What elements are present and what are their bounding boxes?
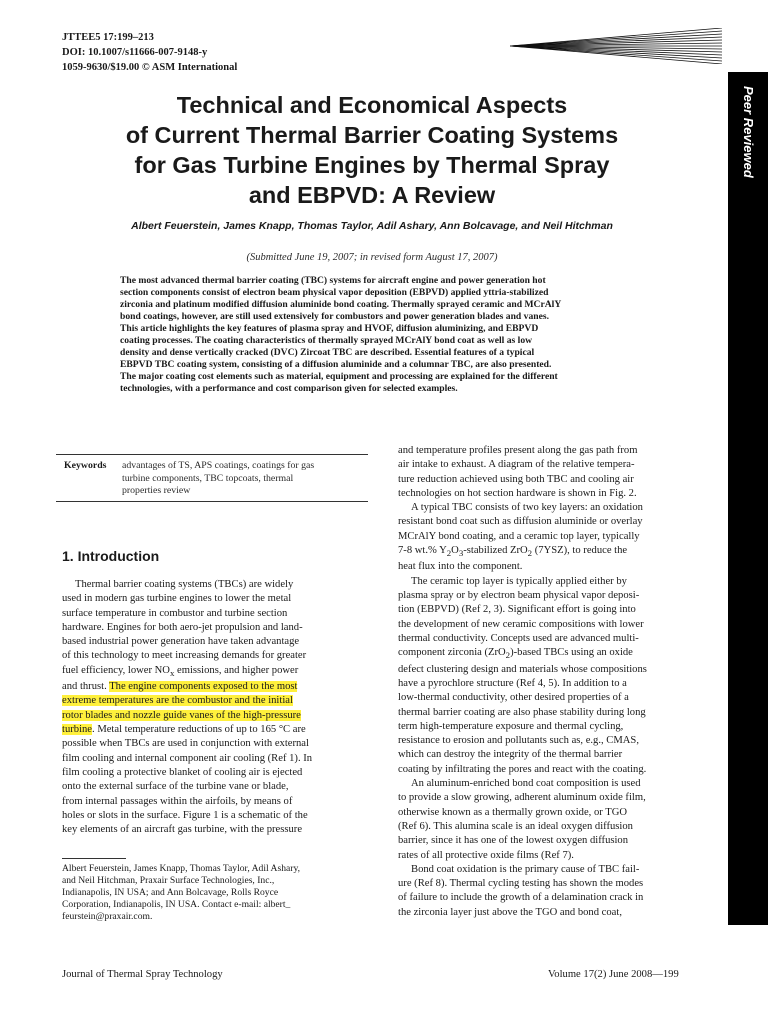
text-line: hardware. Engines for both aero-jet propulsion and land- <box>62 621 303 633</box>
text-line <box>62 694 368 708</box>
text-line: thermal conductivity. Concepts used are advanced multi- <box>398 632 639 644</box>
text-line: An aluminum-enriched bond coat composition is used <box>411 778 641 790</box>
abstract-line: The major coating cost elements such as material, equipment and processing are explained for the different <box>120 371 558 382</box>
text-line: ure (Ref 8). Thermal cycling testing has shown the modes <box>398 878 644 890</box>
abstract-line: bond coatings, however, are still used extensively for combustors and power generation blades and vanes. <box>120 311 549 322</box>
keywords-line: turbine components, TBC topcoats, thermal <box>122 472 294 484</box>
text-line: component zirconia (ZrO$_2$)-based TBCs using an oxide <box>398 647 633 661</box>
text-line: term high-temperature exposure and thermal cycling, <box>398 720 624 732</box>
footer-journal-name: Journal of Thermal Spray Technology <box>62 969 223 980</box>
abstract-line: technologies, with a performance and cost comparison given for selected examples. <box>120 383 458 394</box>
right-column <box>398 444 710 920</box>
text-line: to provide a slow growing, adherent aluminum oxide film, <box>398 792 646 804</box>
doi: DOI: 10.1007/s11666-007-9148-y <box>62 47 208 58</box>
text-line: ture reduction achieved using both TBC and cooling air <box>398 473 634 485</box>
article-title <box>62 90 682 210</box>
author-list: Albert Feuerstein, James Knapp, Thomas Taylor, Adil Ashary, Ann Bolcavage, and Neil Hitchman <box>131 220 613 232</box>
text-line <box>62 709 368 723</box>
text-line: onto the external surface of the turbine vane or blade, <box>62 781 289 793</box>
text-line: film cooling a protective blanket of cooling air is ejected <box>62 766 303 778</box>
text-line: holes or slots in the surface. Figure 1 is a schematic of the <box>62 809 308 821</box>
footer-volume-page: Volume 17(2) June 2008—199 <box>548 969 679 980</box>
text-line: thermal barrier coating are also phase stability during long <box>398 706 646 718</box>
journal-code: JTTEE5 17:199–213 <box>62 32 154 43</box>
text-line: possible when TBCs are used in conjunction with external <box>62 738 309 750</box>
text-line: The ceramic top layer is typically applied either by <box>411 575 627 587</box>
highlighted-text: turbine <box>62 724 93 736</box>
text-line: key elements of an aircraft gas turbine, with the pressure <box>62 824 303 836</box>
text-line: based industrial power generation have taken advantage <box>62 636 300 648</box>
text-line: plasma spray or by electron beam physical vapor deposi- <box>398 590 640 602</box>
footnote-line: Corporation, Indianapolis, IN USA. Contact e-mail: albert_ <box>62 899 291 910</box>
highlighted-text: rotor blades and nozzle guide vanes of the high-pressure <box>62 709 301 721</box>
text-line: tion (EBPVD) (Ref 2, 3). Significant effort is going into <box>398 604 636 616</box>
text-line: fuel efficiency, lower $NO_x$ emissions, and higher power <box>62 664 299 678</box>
keywords-box <box>56 454 368 502</box>
issn-price: 1059-9630/$19.00 © ASM International <box>62 62 238 73</box>
intro-paragraph <box>62 578 368 837</box>
abstract-line: coating processes. The coating characteristics of thermally sprayed MCrAlY bond coat as well as low <box>120 335 533 346</box>
abstract-line: density and dense vertically cracked (DVC) Zircoat TBC are described. Essential features of a typical <box>120 347 535 358</box>
peer-reviewed-label: Peer Reviewed <box>741 86 756 178</box>
abstract-line: This article highlights the key features of plasma spray and HVOF, diffusion aluminizing, and EBPVD <box>120 323 539 334</box>
text-line: of failure to include the growth of a delamination crack in <box>398 892 644 904</box>
author-affiliations <box>62 863 368 923</box>
footnote-line: feurstein@praxair.com. <box>62 911 153 922</box>
section-heading-introduction: 1. Introduction <box>62 548 160 564</box>
footnote-line: Indianapolis, IN USA; and Ann Bolcavage, Rolls Royce <box>62 887 279 898</box>
text-line: Thermal barrier coating systems (TBCs) are widely <box>75 579 294 590</box>
title-line: for Gas Turbine Engines by Thermal Spray <box>134 152 610 178</box>
article-meta <box>62 30 237 75</box>
text-line: and temperature profiles present along the gas path from <box>398 445 638 456</box>
submission-dates: (Submitted June 19, 2007; in revised form August 17, 2007) <box>246 252 498 263</box>
title-line: and EBPVD: A Review <box>248 182 496 208</box>
highlighted-text: The engine components exposed to the most <box>109 681 298 693</box>
title-line: Technical and Economical Aspects <box>176 92 568 118</box>
text-line: defect clustering design and materials whose compositions <box>398 663 647 675</box>
text-line: 7-8 wt.% $Y_2O_3$-stabilized ZrO$_2$ (7YSZ), to reduce the <box>398 545 628 559</box>
text-line: of this technology to meet increasing demands for greater <box>62 650 307 662</box>
journal-rays-logo <box>510 28 722 64</box>
text-line: and thrust. The engine components exposed to the most <box>62 681 298 693</box>
text-line: A typical TBC consists of two key layers: an oxidation <box>411 502 643 514</box>
text-line: from internal passages within the airfoils, by means of <box>62 795 293 807</box>
text-line: the development of new ceramic compositions with lower <box>398 618 644 630</box>
peer-reviewed-sidebar <box>728 72 768 925</box>
text-line: barrier, since it has one of the lowest oxygen diffusion <box>398 835 629 847</box>
footnote-line: Albert Feuerstein, James Knapp, Thomas Taylor, Adil Ashary, <box>62 863 301 874</box>
text-line: air intake to exhaust. A diagram of the relative tempera- <box>398 459 635 471</box>
text-line: (Ref 6). This alumina scale is an ideal oxygen diffusion <box>398 820 633 832</box>
text-line: turbine. Metal temperature reductions of up to 165 °C are <box>62 724 306 736</box>
text-line: technologies on hot section hardware is shown in Fig. 2. <box>398 487 637 499</box>
text-line: surface temperature in combustor and turbine section <box>62 607 288 619</box>
footnote-rule <box>62 858 126 859</box>
text-line: film cooling and internal component air cooling (Ref 1). In <box>62 752 313 764</box>
highlighted-text: extreme temperatures are the combustor and the initial <box>62 695 293 707</box>
title-line: of Current Thermal Barrier Coating Systems <box>125 122 619 148</box>
keywords-line: properties review <box>122 485 191 496</box>
text-line: rates of all protective oxide films (Ref 7). <box>398 849 574 861</box>
abstract-line: EBPVD TBC coating system, consisting of a diffusion aluminide and a columnar TBC, are also presented. <box>120 359 552 370</box>
text-line: MCrAlY bond coating, and a ceramic top layer, typically <box>398 530 640 542</box>
text-line: used in modern gas turbine engines to lower the metal <box>62 593 292 605</box>
text-line: resistance to erosion and pollutants such as, e.g., CMAS, <box>398 735 639 747</box>
text-line: have a pyrochlore structure (Ref 4, 5). In addition to a <box>398 677 627 689</box>
abstract-line: The most advanced thermal barrier coating (TBC) systems for aircraft engine and power generation hot <box>120 275 546 286</box>
text-line: otherwise known as a thermally grown oxide, or TGO <box>398 806 627 818</box>
keywords-line: advantages of TS, APS coatings, coatings for gas <box>122 460 315 471</box>
text-line: Bond coat oxidation is the primary cause of TBC fail- <box>411 863 640 875</box>
text-line: which can destroy the integrity of the thermal barrier <box>398 749 623 761</box>
text-line: coating by infiltrating the pores and react with the coating. <box>398 763 647 775</box>
keywords-list <box>122 460 364 498</box>
footnote-line: and Neil Hitchman, Praxair Surface Technologies, Inc., <box>62 875 275 886</box>
abstract-line: zirconia and platinum modified diffusion aluminide bond coating. Thermally sprayed ceramic and MCrAlY <box>120 299 562 310</box>
keywords-label: Keywords <box>64 460 107 471</box>
text-line: resistant bond coat such as diffusion aluminide or overlay <box>398 516 643 528</box>
text-line: heat flux into the component. <box>398 561 523 573</box>
text-line: low-thermal conductivity, other desired properties of a <box>398 692 629 704</box>
abstract-line: section components consist of electron beam physical vapor deposition (EBPVD) applied yttria-stabilized <box>120 287 549 298</box>
abstract <box>120 275 626 395</box>
text-line: the zirconia layer just above the TGO and bond coat, <box>398 906 622 918</box>
